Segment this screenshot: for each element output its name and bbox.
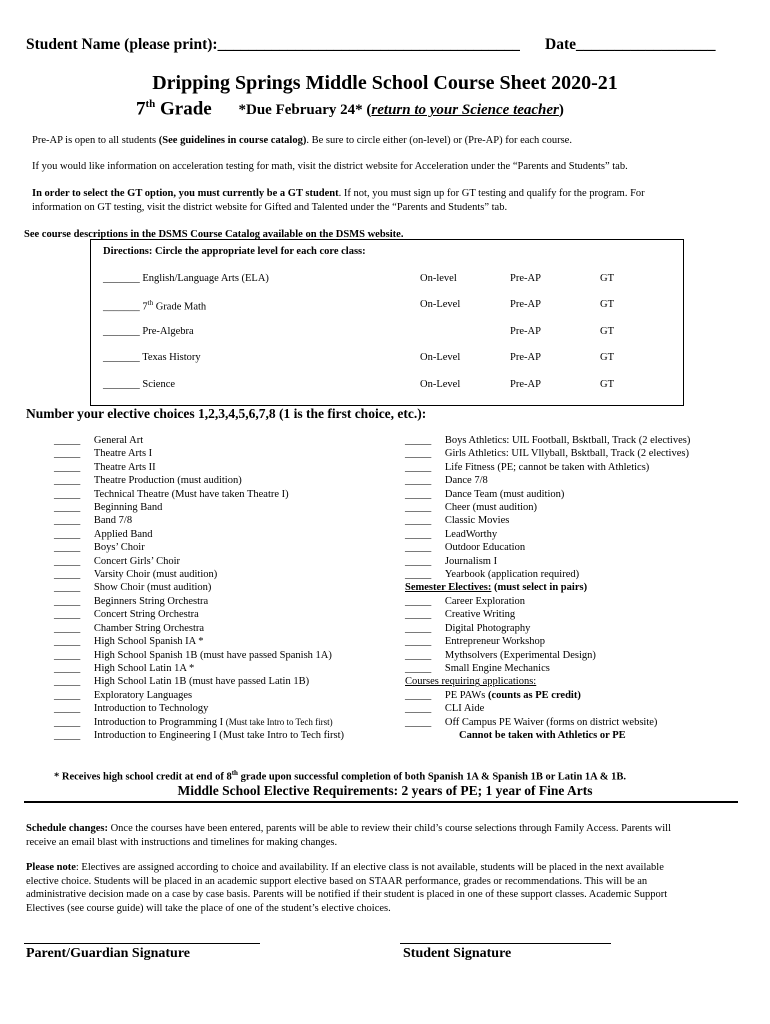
elective-item: _____ Outdoor Education (405, 542, 526, 554)
electives-heading: Number your elective choices 1,2,3,4,5,6,7,8 (1 is the first choice, etc.): (26, 406, 427, 421)
right-electives (405, 434, 690, 742)
elective-item: _____ Theatre Arts I (54, 448, 153, 460)
core-blank[interactable]: _______ (103, 326, 140, 337)
preap-option[interactable]: Pre-AP (510, 273, 541, 284)
elective-item: _____ Girls Athletics: UIL Vllyball, Bsktball, Track (2 electives) (405, 448, 689, 460)
elective-blank[interactable]: _____ (405, 488, 432, 500)
elective-item: _____ Introduction to Technology (54, 703, 209, 715)
elective-item: _____ Journalism I (405, 555, 498, 567)
gt-option[interactable]: GT (600, 379, 614, 390)
elective-item: _____ Entrepreneur Workshop (405, 636, 546, 648)
elective-item: _____ Boys’ Choir (54, 542, 145, 554)
elective-item: _____ Life Fitness (PE; cannot be taken with Athletics) (405, 461, 650, 473)
elective-item: _____ Cheer (must audition) (405, 502, 538, 514)
elective-blank[interactable]: _____ (54, 569, 81, 581)
please-note: Please note: Electives are assigned according to choice and availability. If an elective class is not available, students will be placed in the next available elective choice. Students will be placed in an academic support elective based on STAAR performance, grades or recommendations. This will be an administrative decision made on a case by case basis. Parents will be notified if their student is placed in one of these support classes. Academic Support Electives (see course guide) will take the place of one of the student’s elective choices. (26, 862, 668, 914)
core-row-prealgebra: _______ Pre-Algebra (103, 326, 194, 337)
elective-item: _____ Beginning Band (54, 502, 163, 514)
elective-blank[interactable]: _____ (405, 689, 432, 701)
parent-signature-label: Parent/Guardian Signature (26, 946, 191, 961)
elective-item: _____ PE PAWs (counts as PE credit) (405, 689, 581, 701)
credit-footnote: * Receives high school credit at end of 8th grade upon successful completion of both Spanish 1A & Spanish 1B or Latin 1A & 1B. (54, 769, 627, 783)
elective-blank[interactable]: _____ (54, 582, 81, 594)
elective-item: _____ Dance 7/8 (405, 475, 488, 487)
elective-blank[interactable]: _____ (54, 542, 81, 554)
acceleration-paragraph: If you would like information on acceleration testing for math, visit the district website for Acceleration under the “Parents and Students” tab. (32, 161, 628, 172)
elective-item: _____ High School Spanish 1B (must have passed Spanish 1A) (54, 649, 332, 661)
elective-blank[interactable]: _____ (54, 448, 81, 460)
preap-option[interactable]: Pre-AP (510, 326, 541, 337)
cannot-note: Cannot be taken with Athletics or PE (459, 729, 626, 741)
student-name-field[interactable]: Student Name (please print):_______________________________________ (26, 36, 520, 53)
date-field[interactable]: Date__________________ (545, 36, 716, 53)
elective-item: _____ Off Campus PE Waiver (forms on district website) (405, 716, 658, 728)
elective-blank[interactable]: _____ (54, 528, 81, 540)
elective-blank[interactable]: _____ (405, 475, 432, 487)
elective-item: _____ Classic Movies (405, 515, 510, 527)
gt-option[interactable]: GT (600, 352, 614, 363)
elective-blank[interactable]: _____ (54, 649, 81, 661)
elective-blank[interactable]: _____ (54, 716, 81, 728)
left-electives (54, 434, 344, 742)
elective-item: _____ General Art (54, 435, 144, 446)
elective-blank[interactable]: _____ (405, 555, 432, 567)
applications-heading: Courses requiring applications: (405, 676, 537, 688)
elective-blank[interactable]: _____ (405, 622, 432, 634)
elective-item: _____ Small Engine Mechanics (405, 662, 550, 674)
gt-paragraph: In order to select the GT option, you must currently be a GT student. If not, you must sign up for GT testing and qualify for the program. For information on GT testing, visit the district website for Gifted and Talented under the “Parents and Students” tab. (32, 188, 645, 213)
preap-option[interactable]: Pre-AP (510, 299, 541, 310)
elective-blank[interactable]: _____ (405, 609, 432, 621)
elective-item: _____ Chamber String Orchestra (54, 622, 205, 634)
elective-item: _____ Dance Team (must audition) (405, 488, 565, 500)
preap-option[interactable]: Pre-AP (510, 352, 541, 363)
elective-item: _____ Yearbook (application required) (405, 569, 580, 581)
elective-item: _____ Concert Girls’ Choir (54, 555, 180, 567)
elective-item: _____ High School Latin 1A * (54, 662, 195, 674)
elective-item: _____ Digital Photography (405, 622, 531, 634)
elective-blank[interactable]: _____ (54, 636, 81, 648)
level-option[interactable]: On-Level (420, 299, 461, 310)
core-directions: Directions: Circle the appropriate level for each core class: (103, 246, 366, 257)
elective-item: _____ Band 7/8 (54, 515, 133, 527)
elective-blank[interactable]: _____ (405, 461, 432, 473)
elective-blank[interactable]: _____ (405, 662, 432, 674)
level-option[interactable]: On-level (420, 273, 457, 284)
elective-item: _____ Boys Athletics: UIL Football, Bsktball, Track (2 electives) (405, 435, 691, 446)
elective-item: _____ Introduction to Engineering I (Must take Intro to Tech first) (54, 729, 345, 741)
elective-blank[interactable]: _____ (405, 636, 432, 648)
student-signature-label: Student Signature (403, 946, 512, 961)
grade-subtitle (136, 98, 564, 120)
elective-item: _____ High School Latin 1B (must have passed Latin 1B) (54, 676, 310, 688)
elective-blank[interactable]: _____ (54, 676, 81, 688)
elective-blank[interactable]: _____ (54, 475, 81, 487)
grade-number: 7 (136, 98, 146, 120)
core-blank[interactable]: _______ (103, 301, 140, 313)
elective-blank[interactable]: _____ (405, 716, 432, 728)
elective-blank[interactable]: _____ (54, 662, 81, 674)
elective-item: _____ Theatre Arts II (54, 461, 156, 473)
elective-blank[interactable]: _____ (54, 703, 81, 715)
page-title: Dripping Springs Middle School Course Sheet 2020-21 (152, 72, 618, 94)
core-blank[interactable]: _______ (103, 379, 140, 390)
elective-item: _____ Theatre Production (must audition) (54, 475, 242, 487)
elective-blank[interactable]: _____ (54, 595, 81, 607)
elective-item: _____ CLI Aide (405, 703, 485, 715)
schedule-changes: Schedule changes: Once the courses have been entered, parents will be able to review their child’s course selections through Family Access. Parents will receive an email blast with instructions and timelines for making changes. (26, 823, 672, 848)
elective-blank[interactable]: _____ (54, 461, 81, 473)
core-class-box (90, 239, 684, 406)
elective-blank[interactable]: _____ (405, 515, 432, 527)
student-signature-line[interactable] (400, 943, 611, 944)
elective-item: _____ Technical Theatre (Must have taken Theatre I) (54, 488, 289, 500)
elective-blank[interactable]: _____ (54, 689, 81, 701)
elective-requirements: Middle School Elective Requirements: 2 years of PE; 1 year of Fine Arts (177, 783, 593, 798)
elective-blank[interactable]: _____ (405, 502, 432, 514)
elective-item: _____ Exploratory Languages (54, 689, 193, 701)
level-option[interactable]: On-Level (420, 379, 461, 390)
elective-item: _____ Beginners String Orchestra (54, 595, 209, 607)
grade-suffix: th (145, 98, 156, 110)
gt-option[interactable]: GT (600, 326, 614, 337)
elective-item: _____ Mythsolvers (Experimental Design) (405, 649, 596, 661)
catalog-note: See course descriptions in the DSMS Course Catalog available on the DSMS website. (24, 229, 404, 240)
preap-option[interactable]: Pre-AP (510, 379, 541, 390)
elective-blank[interactable]: _____ (405, 703, 432, 715)
gt-option[interactable]: GT (600, 273, 614, 284)
elective-blank[interactable]: _____ (54, 622, 81, 634)
elective-item: _____ Varsity Choir (must audition) (54, 569, 218, 581)
elective-blank[interactable]: _____ (54, 502, 81, 514)
due-note: *Due February 24* (return to your Science teacher) (238, 102, 564, 119)
core-row-science: _______ Science (103, 379, 176, 390)
elective-item: _____ Creative Writing (405, 609, 516, 621)
elective-blank[interactable]: _____ (405, 435, 432, 446)
elective-item: _____ High School Spanish IA * (54, 636, 204, 648)
elective-blank[interactable]: _____ (405, 448, 432, 460)
grade-word: Grade (160, 98, 212, 120)
elective-blank[interactable]: _____ (405, 528, 432, 540)
elective-blank[interactable]: _____ (54, 515, 81, 527)
section-divider (24, 801, 738, 803)
elective-item: _____ Career Exploration (405, 595, 526, 607)
core-row-math: _______ 7th Grade Math (103, 299, 207, 313)
return-instruction: return to your Science teacher (371, 102, 559, 119)
elective-blank[interactable]: _____ (54, 609, 81, 621)
level-option[interactable]: On-Level (420, 352, 461, 363)
elective-blank[interactable]: _____ (405, 649, 432, 661)
gt-option[interactable]: GT (600, 299, 614, 310)
core-row-ela: _______ English/Language Arts (ELA) (103, 273, 269, 284)
elective-blank[interactable]: _____ (54, 729, 81, 741)
elective-item: _____ LeadWorthy (405, 528, 498, 540)
core-blank[interactable]: _______ (103, 273, 140, 284)
elective-blank[interactable]: _____ (54, 488, 81, 500)
elective-item: _____ Concert String Orchestra (54, 609, 199, 621)
core-row-texas-history: _______ Texas History (103, 352, 201, 363)
elective-item: _____ Introduction to Programming I (Must take Intro to Tech first) (54, 716, 333, 728)
elective-item: _____ Show Choir (must audition) (54, 582, 212, 594)
core-blank[interactable]: _______ (103, 352, 140, 363)
elective-blank[interactable]: _____ (54, 555, 81, 567)
elective-blank[interactable]: _____ (405, 542, 432, 554)
elective-blank[interactable]: _____ (405, 569, 432, 581)
preap-paragraph: Pre-AP is open to all students (See guidelines in course catalog). Be sure to circle either (on-level) or (Pre-AP) for each course. (32, 135, 572, 146)
parent-signature-line[interactable] (24, 943, 260, 944)
elective-blank[interactable]: _____ (405, 595, 432, 607)
elective-item: _____ Applied Band (54, 528, 153, 540)
semester-electives-heading: Semester Electives: (must select in pairs) (405, 582, 588, 594)
elective-blank[interactable]: _____ (54, 435, 81, 446)
